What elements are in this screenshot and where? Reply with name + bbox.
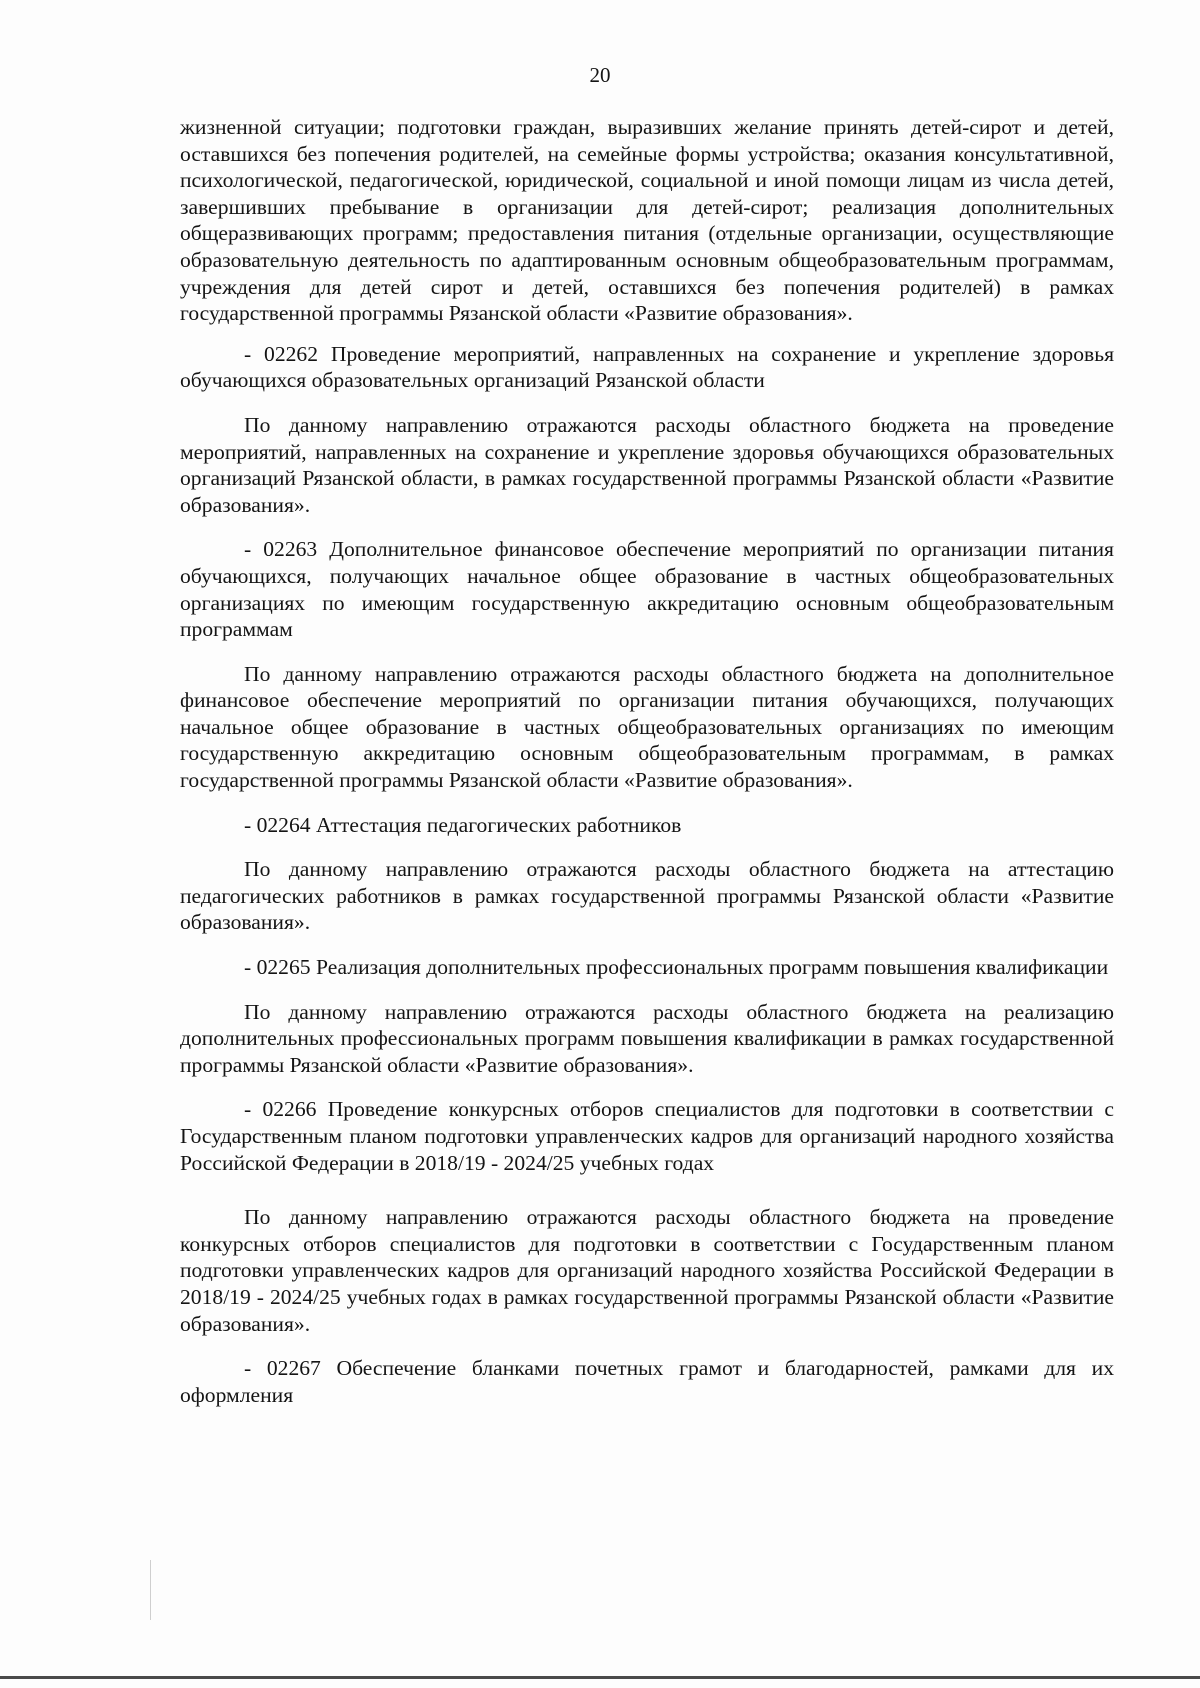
scan-bottom-edge: [0, 1676, 1200, 1679]
section-heading-02267: - 02267 Обеспечение бланками почетных грамот и благодарностей, рамками для их оформления: [180, 1356, 1114, 1407]
page-number: 20: [589, 63, 611, 87]
section-heading-02263: - 02263 Дополнительное финансовое обеспечение мероприятий по организации питания обучающихся, получающих начальное общее образование в частных общеобразовательных организациях по имеющим государственную аккредитацию основным общеобразовательным программам: [180, 537, 1114, 642]
paragraph-02263-description: По данному направлению отражаются расходы областного бюджета на дополнительное финансовое обеспечение мероприятий по организации питания обучающихся, получающих начальное общее образование в частных общеобразовательных организациях по имеющим государственную аккредитацию основным общеобразовательным программам, в рамках государственной программы Рязанской области «Развитие образования».: [180, 661, 1114, 793]
section-heading-02265: - 02265 Реализация дополнительных профессиональных программ повышения квалификации: [244, 955, 1109, 980]
section-heading-02266: - 02266 Проведение конкурсных отборов специалистов для подготовки в соответствии с Государственным планом подготовки управленческих кадров для организаций народного хозяйства Российской Федерации в 2018/19 - 2024/25 учебных годах: [180, 1097, 1114, 1175]
paragraph-continuation: жизненной ситуации; подготовки граждан, выразивших желание принять детей-сирот и детей, оставшихся без попечения родителей, на семейные формы устройства; оказания консультативной, психологической, педагогической, юридической, социальной и иной помощи лицам из числа детей, завершивших пребывание в организации для детей-сирот; реализация дополнительных общеразвивающих программ; предоставления питания (отдельные организации, осуществляющие образовательную деятельность по адаптированным основным общеобразовательным программам, учреждения для детей сирот и детей, оставшихся без попечения родителей) в рамках государственной программы Рязанской области «Развитие образования».: [180, 115, 1114, 326]
paragraph-02265-description: По данному направлению отражаются расходы областного бюджета на реализацию дополнительных профессиональных программ повышения квалификации в рамках государственной программы Рязанской области «Развитие образования».: [180, 999, 1114, 1077]
document-body: [180, 114, 1114, 1408]
section-heading-02264: - 02264 Аттестация педагогических работников: [244, 812, 682, 837]
paragraph-02262-description: По данному направлению отражаются расходы областного бюджета на проведение мероприятий, направленных на сохранение и укрепление здоровья обучающихся образовательных организаций Рязанской области, в рамках государственной программы Рязанской области «Развитие образования».: [180, 412, 1114, 517]
paragraph-02266-description: По данному направлению отражаются расходы областного бюджета на проведение конкурсных отборов специалистов для подготовки в соответствии с Государственным планом подготовки управленческих кадров для организаций народного хозяйства Российской Федерации в 2018/19 - 2024/25 учебных годах в рамках государственной программы Рязанской области «Развитие образования».: [180, 1205, 1114, 1336]
section-heading-02262: - 02262 Проведение мероприятий, направленных на сохранение и укрепление здоровья обучающихся образовательных организаций Рязанской области: [180, 341, 1114, 393]
scan-margin-mark: [150, 1560, 151, 1620]
paragraph-02264-description: По данному направлению отражаются расходы областного бюджета на аттестацию педагогических работников в рамках государственной программы Рязанской области «Развитие образования».: [180, 857, 1114, 935]
